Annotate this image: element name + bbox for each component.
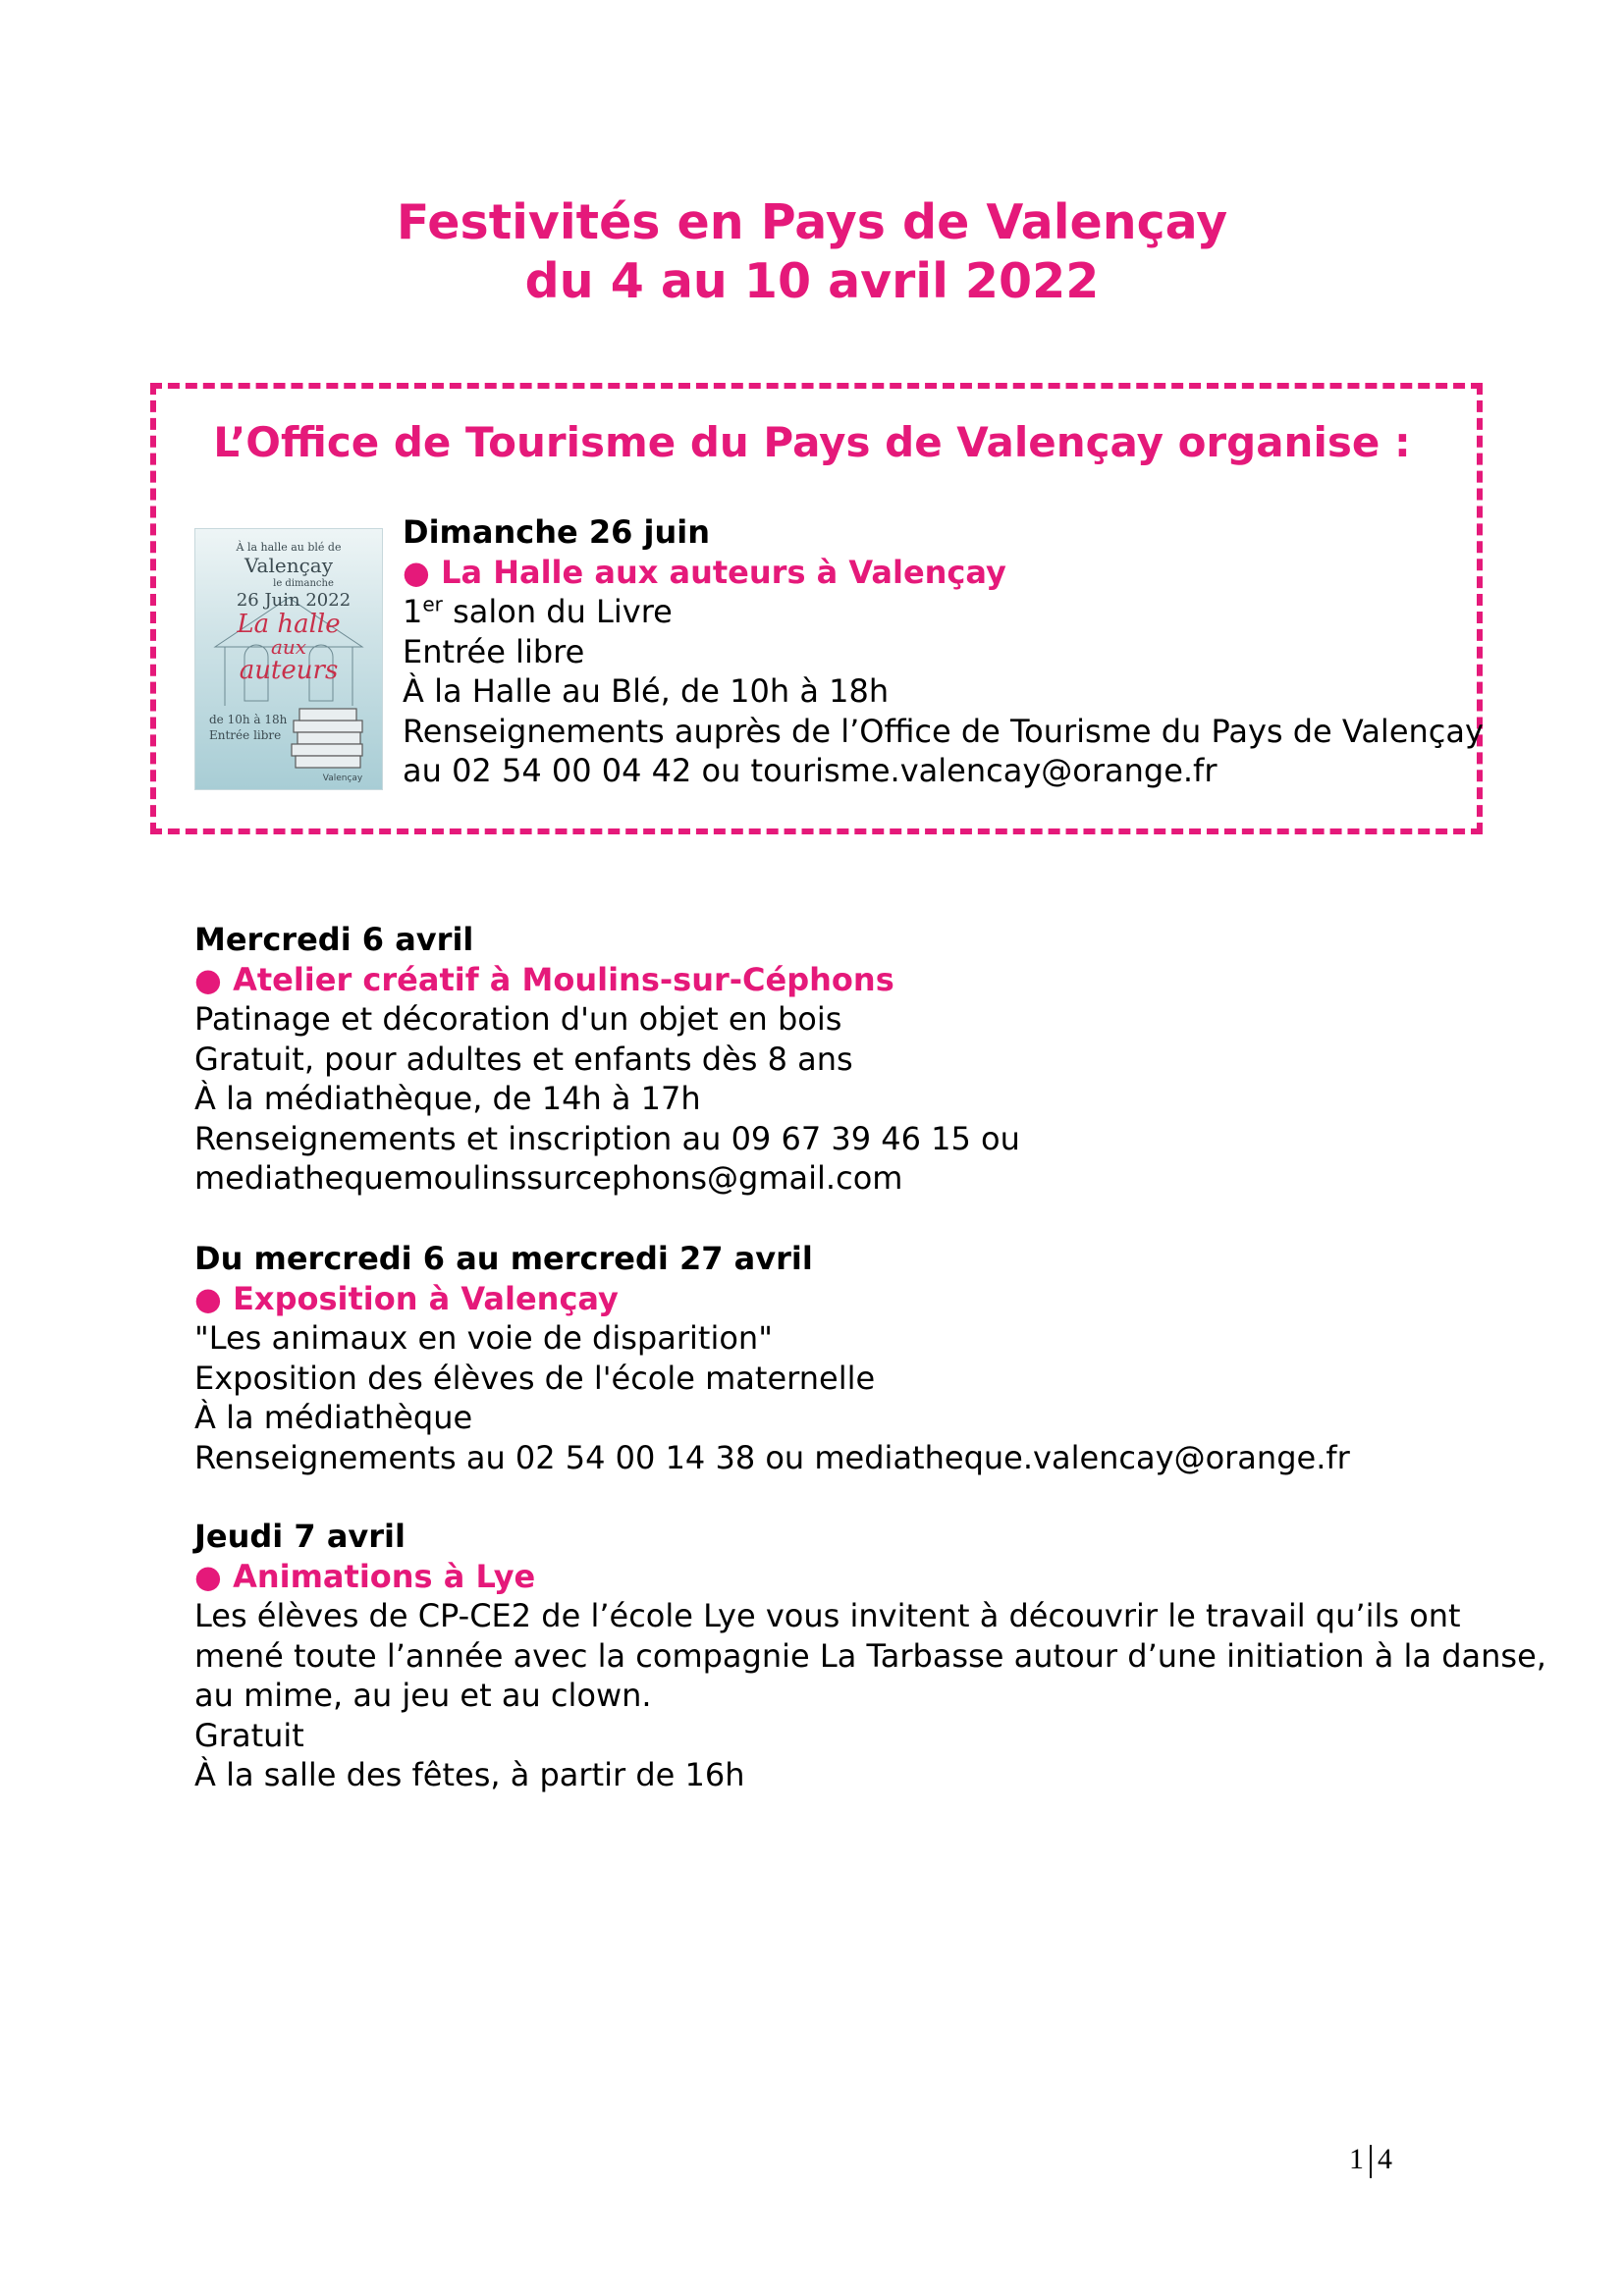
ordinal-rest: salon du Livre — [442, 593, 673, 630]
event-line: Renseignements et inscription au 09 67 39 46 15 ou — [194, 1119, 1020, 1157]
featured-line: Entrée libre — [403, 632, 585, 670]
event-title — [194, 1279, 1350, 1319]
event-line: mediathequemoulinssurcephons@gmail.com — [194, 1159, 903, 1197]
featured-title-text: La Halle aux auteurs à Valençay — [441, 553, 1006, 591]
event-exposition — [194, 1239, 1350, 1477]
featured-line: À la Halle au Blé, de 10h à 18h — [403, 672, 890, 710]
event-title — [194, 1557, 1546, 1597]
featured-event — [403, 512, 1484, 791]
event-title-text: Exposition à Valençay — [233, 1279, 619, 1317]
event-lye — [194, 1517, 1546, 1795]
featured-line: au 02 54 00 04 42 ou tourisme.valencay@orange.fr — [403, 752, 1218, 789]
poster-town: Valençay — [244, 554, 334, 577]
event-line: au mime, au jeu et au clown. — [194, 1677, 652, 1714]
event-mercredi — [194, 920, 1020, 1199]
event-title-text: Animations à Lye — [233, 1557, 536, 1595]
featured-heading: L’Office de Tourisme du Pays de Valençay organise : — [213, 418, 1411, 466]
ordinal-num: 1 — [403, 593, 423, 630]
poster-hours: de 10h à 18h — [209, 713, 288, 726]
poster-illustration — [195, 529, 382, 789]
poster-day: le dimanche — [273, 578, 334, 589]
bullet-icon: ● — [194, 1279, 222, 1317]
event-date: Du mercredi 6 au mercredi 27 avril — [194, 1240, 813, 1277]
poster-name-line2: aux — [270, 635, 307, 659]
page-current: 1 — [1349, 2143, 1364, 2175]
event-line: À la médiathèque, de 14h à 17h — [194, 1080, 701, 1117]
page-number — [1349, 2142, 1392, 2178]
page-separator — [1370, 2145, 1372, 2178]
bullet-icon: ● — [194, 960, 222, 998]
bullet-icon: ● — [403, 553, 430, 591]
poster-date: 26 Juin 2022 — [236, 590, 352, 611]
event-line: Les élèves de CP-CE2 de l’école Lye vous invitent à découvrir le travail qu’ils ont — [194, 1597, 1461, 1634]
event-line: Exposition des élèves de l'école maternelle — [194, 1359, 876, 1397]
featured-title — [403, 553, 1484, 593]
poster-brand: Valençay — [322, 774, 363, 783]
bullet-icon: ● — [194, 1557, 222, 1595]
poster-name-line1: La halle — [237, 610, 341, 639]
event-line: Gratuit, pour adultes et enfants dès 8 ans — [194, 1040, 853, 1078]
event-line: "Les animaux en voie de disparition" — [194, 1319, 773, 1357]
page-title — [0, 193, 1624, 311]
poster-entry: Entrée libre — [209, 728, 282, 742]
featured-ordinal-line — [403, 592, 1484, 632]
event-line: mené toute l’année avec la compagnie La Tarbasse autour d’une initiation à la danse, — [194, 1636, 1546, 1675]
poster-name-line3: auteurs — [239, 656, 339, 685]
event-title-text: Atelier créatif à Moulins-sur-Céphons — [233, 960, 894, 998]
event-date: Mercredi 6 avril — [194, 921, 474, 958]
event-line: Renseignements au 02 54 00 14 38 ou mediatheque.valencay@orange.fr — [194, 1438, 1350, 1476]
featured-date: Dimanche 26 juin — [403, 513, 711, 551]
poster-image — [194, 528, 383, 790]
poster-top-text: À la halle au blé de — [236, 541, 342, 554]
event-title — [194, 960, 1020, 1000]
page-title-line2: du 4 au 10 avril 2022 — [524, 253, 1100, 309]
event-date: Jeudi 7 avril — [194, 1518, 406, 1555]
event-line: À la salle des fêtes, à partir de 16h — [194, 1756, 745, 1793]
event-line: Patinage et décoration d'un objet en bois — [194, 1000, 842, 1038]
event-line: À la médiathèque — [194, 1399, 473, 1436]
page-total: 4 — [1378, 2143, 1392, 2175]
page-title-line1: Festivités en Pays de Valençay — [396, 194, 1228, 250]
event-line: Gratuit — [194, 1716, 304, 1754]
featured-line: Renseignements auprès de l’Office de Tourisme du Pays de Valençay — [403, 712, 1484, 750]
ordinal-sup: er — [422, 592, 443, 616]
